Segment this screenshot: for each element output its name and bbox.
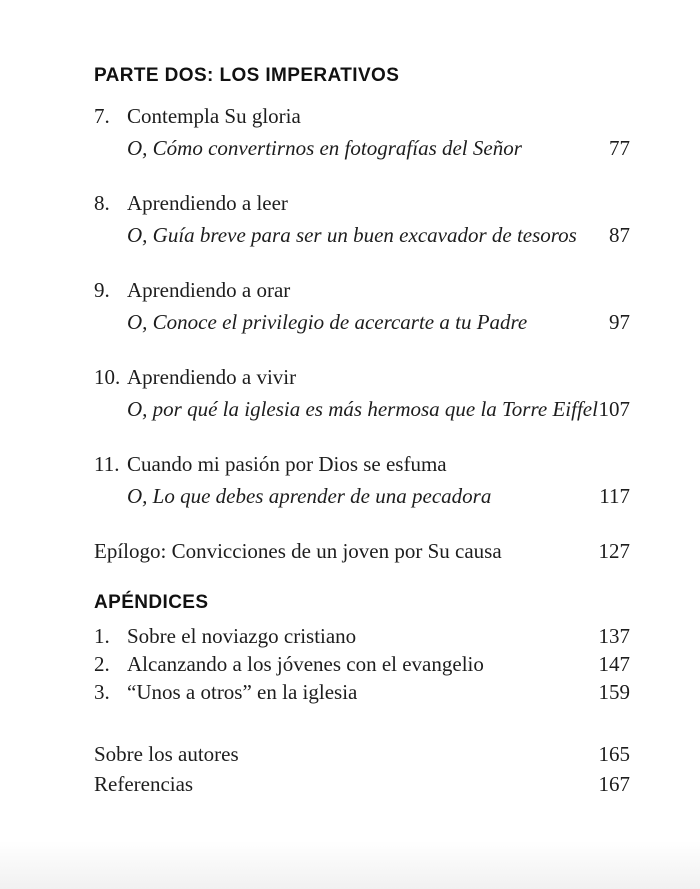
chapter-subtitle-row — [94, 219, 630, 251]
chapter-title-row — [94, 187, 630, 219]
toc-entry-chapter-9 — [94, 274, 630, 338]
chapter-title-row — [94, 448, 630, 480]
page-bottom-shadow — [0, 841, 700, 889]
toc-entry-epilogue — [94, 535, 630, 567]
chapter-title: Aprendiendo a leer — [127, 191, 288, 215]
page-number: 107 — [598, 397, 630, 421]
chapter-subtitle: O, Conoce el privilegio de acercarte a tu Padre — [127, 310, 528, 334]
page-number: 77 — [609, 136, 630, 160]
back-matter-title: Sobre los autores — [94, 742, 239, 766]
chapter-title-row — [94, 100, 630, 132]
toc-entry-references — [94, 769, 630, 799]
toc-entry-chapter-8 — [94, 187, 630, 251]
page-number: 167 — [598, 772, 630, 796]
chapter-number: 8. — [94, 191, 110, 215]
toc-entry-chapter-11 — [94, 448, 630, 512]
toc-entry-chapter-7 — [94, 100, 630, 164]
chapter-subtitle: O, por qué la iglesia es más hermosa que la Torre Eiffel — [127, 397, 598, 421]
chapter-number: 9. — [94, 278, 110, 302]
chapter-subtitle: O, Guía breve para ser un buen excavador de tesoros — [127, 223, 577, 247]
chapter-number: 11. — [94, 452, 120, 476]
chapter-subtitle-row — [94, 132, 630, 164]
back-matter-section — [94, 739, 630, 799]
page-number: 165 — [598, 742, 630, 766]
page-number: 137 — [598, 624, 630, 648]
toc-entry-chapter-10 — [94, 361, 630, 425]
chapter-title-row — [94, 274, 630, 306]
toc-entry-appendix-2 — [94, 650, 630, 678]
toc-entry-appendix-3 — [94, 678, 630, 706]
chapter-subtitle-row — [94, 306, 630, 338]
chapter-title-row — [94, 361, 630, 393]
page-number: 147 — [598, 652, 630, 676]
chapter-title: Aprendiendo a orar — [127, 278, 291, 302]
appendices-header: APÉNDICES — [94, 592, 209, 613]
chapter-title: Contempla Su gloria — [127, 104, 301, 128]
chapter-title: Cuando mi pasión por Dios se esfuma — [127, 452, 447, 476]
epilogue-title: Epílogo: Convicciones de un joven por Su causa — [94, 539, 502, 563]
page-number: 127 — [598, 539, 630, 563]
appendix-number: 3. — [94, 680, 110, 704]
appendix-number: 1. — [94, 624, 110, 648]
chapter-subtitle: O, Lo que debes aprender de una pecadora — [127, 484, 492, 508]
appendix-title: “Unos a otros” en la iglesia — [127, 680, 358, 704]
part-two-header: PARTE DOS: LOS IMPERATIVOS — [94, 65, 400, 86]
appendix-number: 2. — [94, 652, 110, 676]
page-number: 97 — [609, 310, 630, 334]
chapter-number: 7. — [94, 104, 110, 128]
page-number: 87 — [609, 223, 630, 247]
page-number: 159 — [598, 680, 630, 704]
page-number: 117 — [599, 484, 630, 508]
appendix-title: Alcanzando a los jóvenes con el evangelio — [127, 652, 484, 676]
toc-entry-about-authors — [94, 739, 630, 769]
chapter-subtitle-row — [94, 480, 630, 512]
chapter-number: 10. — [94, 365, 121, 389]
toc-entry-appendix-1 — [94, 622, 630, 650]
chapter-subtitle: O, Cómo convertirnos en fotografías del Señor — [127, 136, 522, 160]
chapter-subtitle-row — [94, 393, 630, 425]
chapter-title: Aprendiendo a vivir — [127, 365, 297, 389]
appendix-title: Sobre el noviazgo cristiano — [127, 624, 357, 648]
back-matter-title: Referencias — [94, 772, 194, 796]
